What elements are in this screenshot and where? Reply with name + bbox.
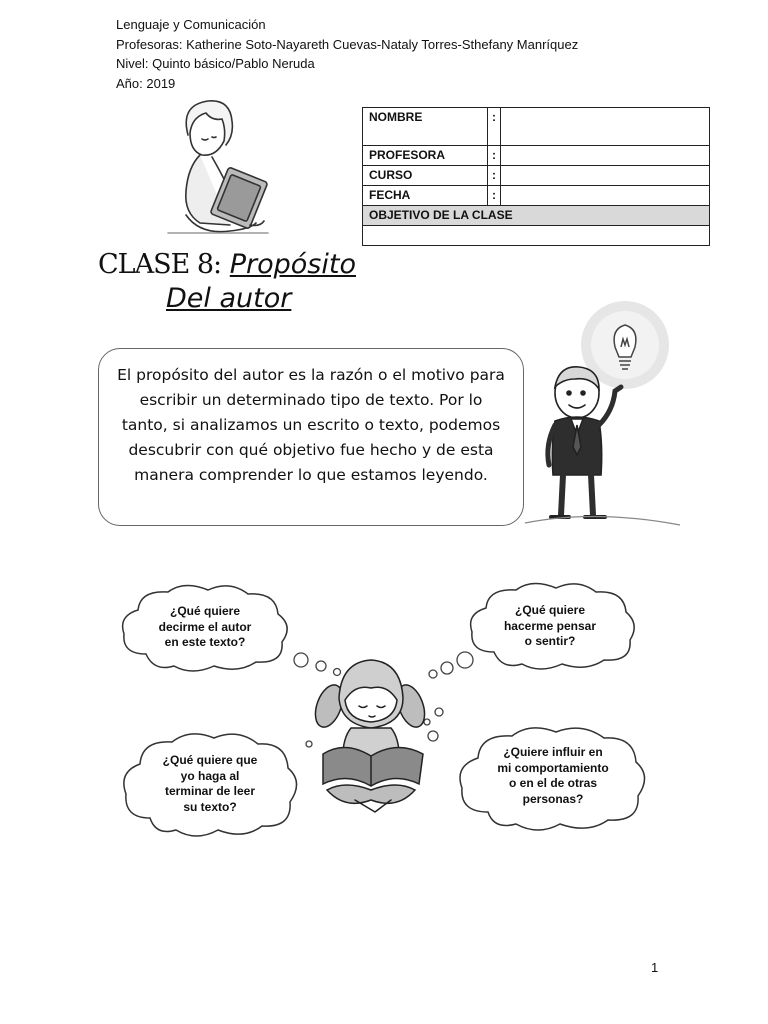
definition-box: El propósito del autor es la razón o el motivo para escribir un determinado tipo de texto. Por lo tanto, si analizamos un escrito o texto, podemos descubrir con qué objetivo fue hecho y de esta manera comprender lo que estamos leyendo. — [98, 348, 524, 526]
lesson-title — [98, 248, 356, 316]
subject-line: Lenguaje y Comunicación — [116, 17, 266, 32]
page-number: 1 — [651, 960, 659, 975]
name-label: NOMBRE — [363, 108, 488, 146]
child-reading-illustration — [160, 95, 280, 245]
document-header — [116, 15, 578, 93]
lesson-topic-line1: Propósito — [229, 249, 356, 280]
lesson-number: CLASE 8: — [98, 249, 222, 280]
girl-reading-illustration — [285, 640, 485, 820]
teacher-label: PROFESORA — [363, 146, 488, 166]
year-line: Año: 2019 — [116, 75, 176, 91]
date-label: FECHA — [363, 186, 488, 206]
course-label: CURSO — [363, 166, 488, 186]
teacher-field[interactable] — [501, 146, 710, 166]
question-author-message: ¿Qué quiere decirme el autor en este texto? — [158, 604, 252, 649]
question-influence: ¿Quiere influir en mi comportamiento o en el de otras personas? — [497, 745, 609, 806]
lesson-topic-line2: Del autor — [166, 283, 292, 314]
course-field[interactable] — [501, 166, 710, 186]
question-what-to-do: ¿Qué quiere que yo haga al terminar de leer su texto? — [162, 753, 258, 814]
name-field[interactable] — [501, 108, 710, 146]
objective-field[interactable] — [363, 226, 710, 246]
student-info-table: NOMBRE : PROFESORA : CURSO : FECHA : OBJETIVO DE LA CLASE — [362, 107, 710, 246]
objective-label: OBJETIVO DE LA CLASE — [363, 206, 710, 226]
question-think-feel: ¿Qué quiere hacerme pensar o sentir? — [503, 603, 597, 648]
teachers-line: Profesoras: Katherine Soto-Nayareth Cuevas-Nataly Torres-Sthefany Manríquez — [116, 36, 579, 52]
level-line: Nivel: Quinto básico/Pablo Neruda — [116, 56, 315, 71]
man-idea-illustration — [515, 295, 685, 530]
date-field[interactable] — [501, 186, 710, 206]
